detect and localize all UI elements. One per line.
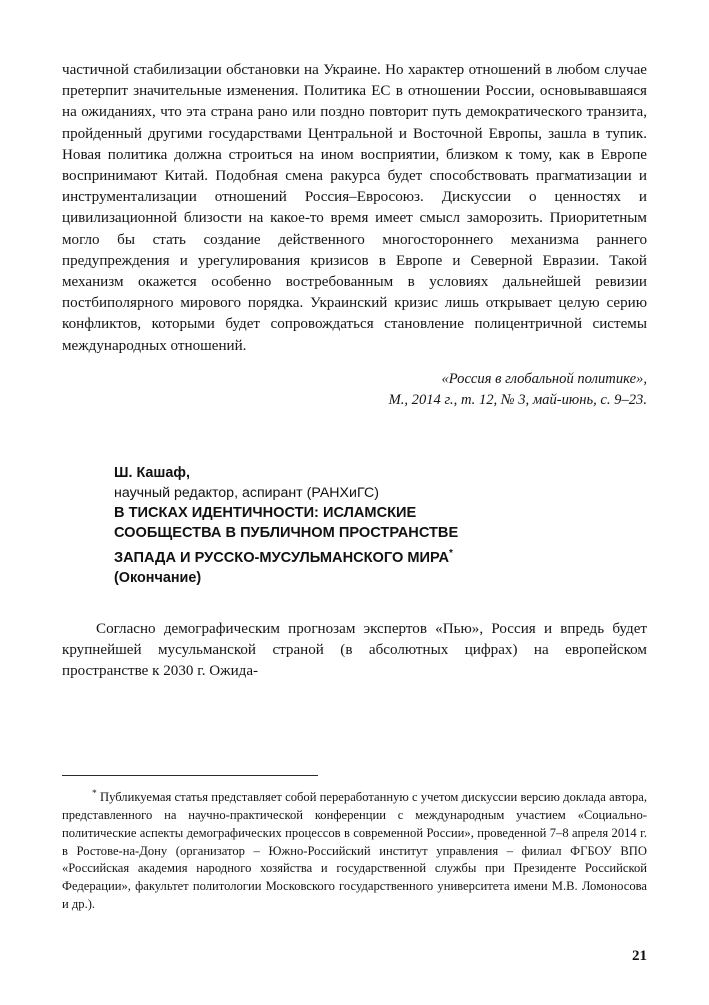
article-lead-paragraph — [62, 619, 647, 683]
source-attribution-line-2: М., 2014 г., т. 12, № 3, май-июнь, с. 9–23. — [388, 391, 647, 408]
article-author-role: научный редактор, аспирант (РАНХиГС) — [114, 484, 379, 501]
footnote-area — [62, 775, 647, 914]
footnote-reference-marker: * — [449, 547, 453, 559]
main-body-text — [62, 60, 647, 357]
article-title — [114, 503, 647, 568]
source-attribution — [62, 369, 647, 411]
footnote-separator-rule — [62, 775, 318, 776]
article-author: Ш. Кашаф, — [114, 464, 191, 481]
footnote-marker: * — [92, 789, 97, 799]
article-title-line-1: В ТИСКАХ ИДЕНТИЧНОСТИ: ИСЛАМСКИЕ — [114, 504, 417, 521]
article-title-line-3 — [114, 544, 647, 568]
article-title-line-3-text: ЗАПАДА И РУССКО-МУСУЛЬМАНСКОГО МИРА — [114, 549, 450, 566]
footnote-body: Публикуемая статья представляет собой переработанную с учетом дискуссии версию доклада автора, представленного на научно-практической конференции с международным участием «Социально-политические аспекты демографических процессов в современной России», проведенной 7–8 апреля 2014 г. в Ростове-на-Дону (организатор – Южно-Российский институт управления – филиал ФГБОУ ВПО «Российская академия народного хозяйства и государственной службы при Президенте Российской Федерации», факультет политологии Московского государственного университета имени М.В. Ломоносова и др.). — [62, 790, 647, 911]
article-subtitle: (Окончание) — [114, 570, 202, 587]
source-attribution-line-1: «Россия в глобальной политике», — [441, 370, 647, 387]
continued-paragraph: частичной стабилизации обстановки на Украине. Но характер отношений в любом случае претерпит значительные изменения. Политика ЕС в отношении России, основывавшаяся на ожиданиях, что эта страна рано или поздно повторит путь демократического транзита, пройденный другими государствами Центральной и Восточной Европы, зашла в тупик. Новая политика должна строиться на ином восприятии, близком к тому, как в Европе воспринимают Китай. Подобная смена ракурса будет способствовать прагматизации и инструментализации отношений Россия–Евросоюз. Дискуссии о ценностях и цивилизационной близости на какое-то время имеет смысл заморозить. Приоритетным могло бы стать создание действенного многостороннего механизма раннего предупреждения и урегулирования кризисов в Европе и Северной Евразии. Такой механизм окажется особенно востребованным в условиях дальнейшей ревизии постбиполярного мирового порядка. Украинский кризис лишь открывает целую серию конфликтов, которыми будет сопровождаться становление полицентричной системы международных отношений. — [62, 62, 647, 354]
article-title-line-2: СООБЩЕСТВА В ПУБЛИЧНОМ ПРОСТРАНСТВЕ — [114, 525, 459, 542]
footnote-text — [62, 786, 647, 914]
article-header — [62, 463, 647, 589]
page-number: 21 — [632, 948, 647, 964]
lead-paragraph-text: Согласно демографическим прогнозам экспертов «Пью», Россия и впредь будет крупнейшей мусульманской страной (в абсолютных цифрах) на европейском пространстве к 2030 г. Ожида- — [62, 620, 647, 680]
